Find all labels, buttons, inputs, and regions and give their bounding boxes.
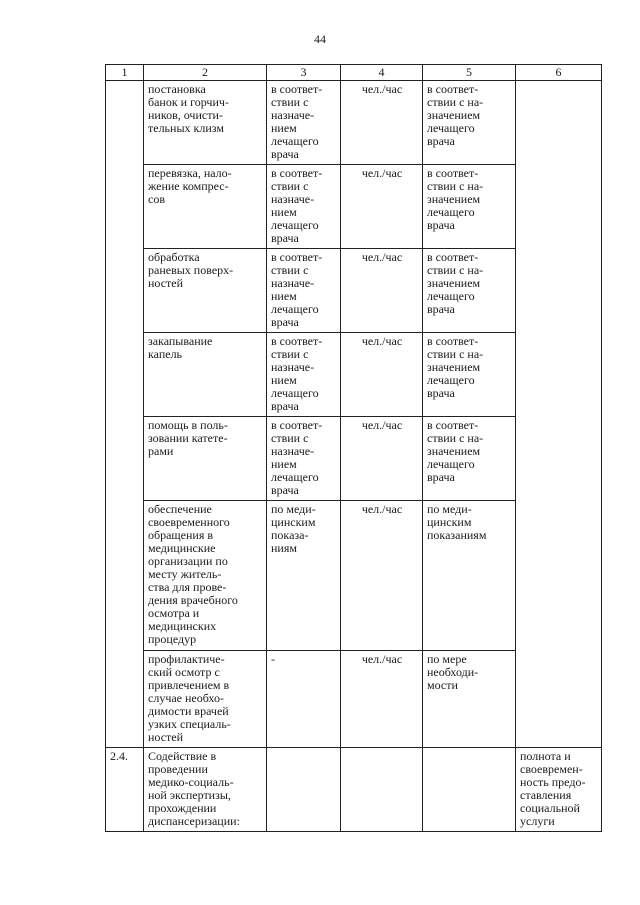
table-cell-col5: в соответ- ствии с на- значением лечащего врача [423,333,516,417]
table-row [106,748,602,832]
table-cell-col6 [516,165,602,249]
header-cell: 5 [423,65,516,81]
table-row [106,333,602,417]
header-cell: 3 [267,65,341,81]
table-cell-col2: профилактиче- ский осмотр с привлечением в случае необхо- димости врачей узких специаль- ностей [144,651,267,748]
table-cell-col2: Содействие в проведении медико-социаль- ной экспертизы, прохождении диспансеризации: [144,748,267,832]
table-cell-col2: постановка банок и горчич- ников, очисти- тельных клизм [144,81,267,165]
table-row [106,417,602,501]
table-row [106,651,602,748]
table-cell-col3 [267,748,341,832]
table-cell-col6 [516,501,602,651]
table-cell-col1 [106,651,144,748]
table-cell-col1 [106,249,144,333]
table-cell-col1 [106,417,144,501]
table-cell-col1 [106,165,144,249]
table-cell-col3: в соответ- ствии с назначе- нием лечащего врача [267,333,341,417]
table-cell-col4: чел./час [341,417,423,501]
table-cell-col4: чел./час [341,501,423,651]
table-cell-col5: в соответ- ствии с на- значением лечащего врача [423,417,516,501]
table-cell-col5: по меди- цинским показаниям [423,501,516,651]
table-cell-col6 [516,249,602,333]
table-cell-col5: в соответ- ствии с на- значением лечащего врача [423,165,516,249]
table-cell-col4: чел./час [341,165,423,249]
table-cell-col4: чел./час [341,333,423,417]
page-number: 44 [314,32,326,46]
table-cell-col6 [516,651,602,748]
table-cell-col6: полнота и своевремен- ность предо- ставления социальной услуги [516,748,602,832]
header-cell: 2 [144,65,267,81]
table-cell-col1 [106,501,144,651]
table-cell-col6 [516,333,602,417]
table-row [106,249,602,333]
table-cell-col3: в соответ- ствии с назначе- нием лечащего врача [267,165,341,249]
table-cell-col2: закапывание капель [144,333,267,417]
table-cell-col3: по меди- цинским показа- ниям [267,501,341,651]
table-cell-col3: в соответ- ствии с назначе- нием лечащего врача [267,249,341,333]
table-cell-col3: в соответ- ствии с назначе- нием лечащего врача [267,81,341,165]
table-cell-col4 [341,748,423,832]
table-cell-col3: - [267,651,341,748]
header-cell: 6 [516,65,602,81]
table-cell-col5 [423,748,516,832]
table-row [106,501,602,651]
table-cell-col5: в соответ- ствии с на- значением лечащего врача [423,81,516,165]
table-cell-col1: 2.4. [106,748,144,832]
table-cell-col4: чел./час [341,249,423,333]
table-cell-col5: в соответ- ствии с на- значением лечащего врача [423,249,516,333]
table-cell-col2: перевязка, нало- жение компрес- сов [144,165,267,249]
table-cell-col2: обеспечение своевременного обращения в медицинские организации по месту житель- ства для прове- дения врачебного осмотра и медицинских процедур [144,501,267,651]
table-cell-col1 [106,81,144,165]
table-row [106,165,602,249]
table-cell-col4: чел./час [341,651,423,748]
services-table [105,64,602,832]
table-cell-col1 [106,333,144,417]
table-cell-col6 [516,417,602,501]
header-cell: 1 [106,65,144,81]
table-cell-col5: по мере необходи- мости [423,651,516,748]
table-cell-col3: в соответ- ствии с назначе- нием лечащего врача [267,417,341,501]
table-header-row [106,65,602,81]
table-cell-col2: помощь в поль- зовании катете- рами [144,417,267,501]
header-cell: 4 [341,65,423,81]
table-cell-col2: обработка раневых поверх- ностей [144,249,267,333]
table-cell-col6 [516,81,602,165]
table-cell-col4: чел./час [341,81,423,165]
table-row [106,81,602,165]
